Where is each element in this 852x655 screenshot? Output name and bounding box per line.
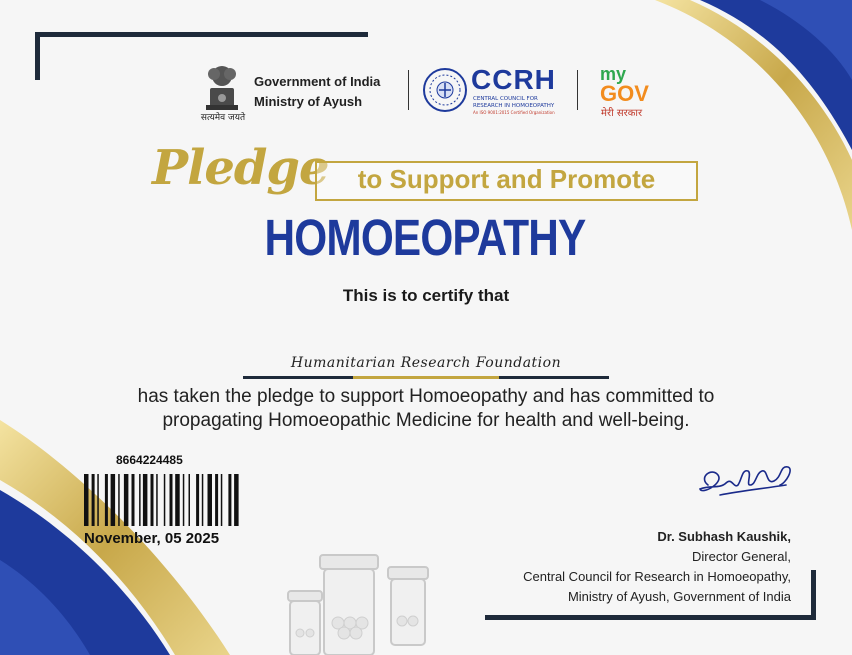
certificate-number: 8664224485	[116, 453, 183, 467]
ccrh-logo-text: CCRH	[471, 64, 556, 95]
signatory-ministry: Ministry of Ayush, Government of India	[567, 589, 791, 604]
certify-line: This is to certify that	[342, 286, 510, 305]
signatory-name: Dr. Subhash Kaushik,	[657, 529, 791, 544]
ccrh-iso-note: An ISO 9001:2015 Certified Organization	[473, 110, 555, 115]
govt-line2: Ministry of Ayush	[254, 94, 363, 109]
pledge-title: Pledge	[152, 140, 329, 196]
signature-image	[690, 455, 800, 515]
medicine-jars-illustration	[280, 545, 450, 655]
logo-divider	[408, 70, 409, 110]
mygov-gov: GOV	[600, 81, 649, 106]
pledge-statement	[100, 385, 752, 433]
subtitle-text: to Support and Promote	[357, 164, 656, 194]
statement-line1: has taken the pledge to support Homoeopathy and has committed to	[137, 386, 715, 407]
ccrh-seal-icon	[422, 67, 468, 113]
mygov-logo	[600, 64, 649, 104]
barcode-icon	[84, 474, 266, 526]
mygov-tagline: मेरी सरकार	[601, 108, 643, 119]
recipient-underline	[243, 376, 609, 379]
signatory-block	[523, 527, 791, 607]
certificate-date: November, 05 2025	[84, 530, 220, 547]
emblem-motto: सत्यमेव जयते	[200, 113, 246, 123]
mygov-my: my	[600, 64, 627, 84]
govt-line1: Government of India	[254, 74, 381, 89]
signatory-organization: Central Council for Research in Homoeopathy,	[523, 569, 791, 584]
logo-divider	[577, 70, 578, 110]
recipient-name: Humanitarian Research Foundation	[290, 355, 562, 371]
ccrh-full-name: CENTRAL COUNCIL FOR RESEARCH IN HOMOEOPATHY	[473, 96, 555, 109]
subject-title: HOMOEOPATHY	[264, 209, 586, 266]
statement-line2: propagating Homoeopathic Medicine for health and well-being.	[162, 410, 690, 431]
government-name	[254, 72, 380, 112]
signatory-title: Director General,	[692, 549, 791, 564]
